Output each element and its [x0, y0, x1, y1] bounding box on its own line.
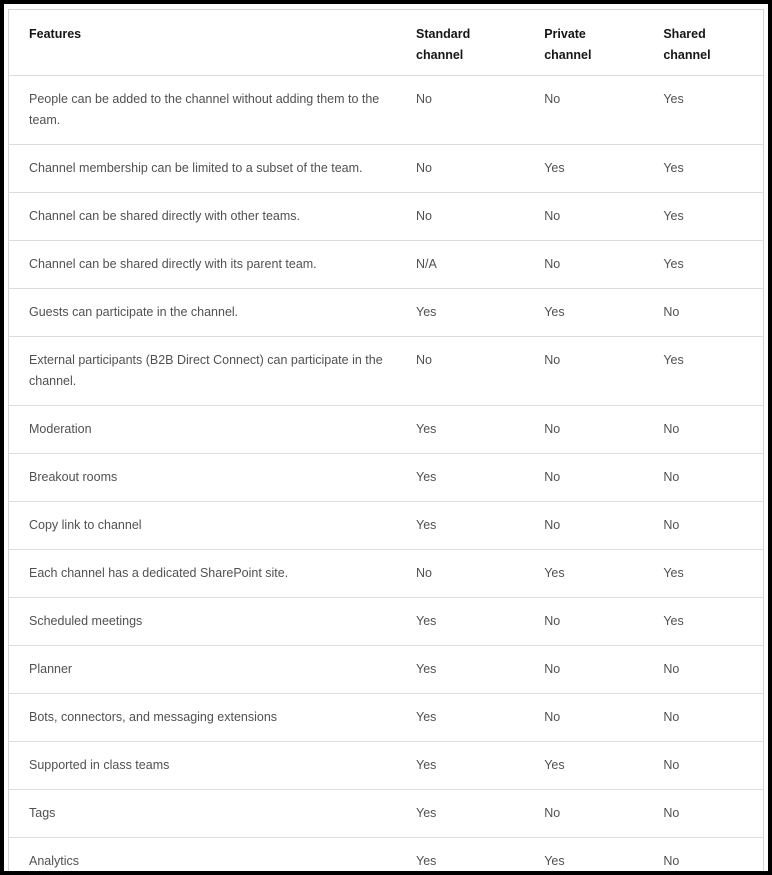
column-header-shared-channel-label: Shared channel	[663, 27, 711, 62]
feature-cell: Guests can participate in the channel.	[9, 289, 417, 337]
standard-channel-cell: No	[416, 145, 544, 193]
table-row	[9, 337, 764, 406]
standard-channel-cell: Yes	[416, 742, 544, 790]
feature-cell: People can be added to the channel without adding them to the team.	[9, 76, 417, 145]
shared-channel-cell: No	[663, 694, 763, 742]
standard-channel-cell: No	[416, 337, 544, 406]
feature-cell: Bots, connectors, and messaging extensions	[9, 694, 417, 742]
shared-channel-cell: Yes	[663, 598, 763, 646]
table-row	[9, 193, 764, 241]
shared-channel-cell: No	[663, 838, 763, 875]
shared-channel-cell: No	[663, 454, 763, 502]
standard-channel-cell: Yes	[416, 694, 544, 742]
table-row	[9, 694, 764, 742]
standard-channel-cell: Yes	[416, 406, 544, 454]
feature-cell: Copy link to channel	[9, 502, 417, 550]
shared-channel-cell: No	[663, 289, 763, 337]
feature-cell: Breakout rooms	[9, 454, 417, 502]
private-channel-cell: No	[544, 76, 663, 145]
shared-channel-cell: Yes	[663, 145, 763, 193]
shared-channel-cell: No	[663, 742, 763, 790]
feature-cell: Analytics	[9, 838, 417, 875]
feature-cell: Channel can be shared directly with its parent team.	[9, 241, 417, 289]
standard-channel-cell: Yes	[416, 838, 544, 875]
private-channel-cell: No	[544, 646, 663, 694]
feature-cell: Scheduled meetings	[9, 598, 417, 646]
standard-channel-cell: Yes	[416, 289, 544, 337]
standard-channel-cell: No	[416, 193, 544, 241]
standard-channel-cell: Yes	[416, 646, 544, 694]
standard-channel-cell: Yes	[416, 790, 544, 838]
shared-channel-cell: No	[663, 406, 763, 454]
column-header-standard-channel-label: Standard channel	[416, 27, 471, 62]
shared-channel-cell: Yes	[663, 337, 763, 406]
shared-channel-cell: No	[663, 502, 763, 550]
private-channel-cell: No	[544, 694, 663, 742]
table-row	[9, 598, 764, 646]
standard-channel-cell: No	[416, 76, 544, 145]
standard-channel-cell: No	[416, 550, 544, 598]
column-header-shared-channel	[663, 10, 763, 76]
private-channel-cell: No	[544, 337, 663, 406]
private-channel-cell: No	[544, 454, 663, 502]
standard-channel-cell: Yes	[416, 502, 544, 550]
private-channel-cell: No	[544, 241, 663, 289]
private-channel-cell: Yes	[544, 145, 663, 193]
private-channel-cell: No	[544, 193, 663, 241]
shared-channel-cell: Yes	[663, 193, 763, 241]
table-row	[9, 454, 764, 502]
table-row	[9, 406, 764, 454]
table-row	[9, 76, 764, 145]
table-row	[9, 838, 764, 875]
column-header-private-channel-label: Private channel	[544, 27, 592, 62]
table-row	[9, 289, 764, 337]
feature-cell: Supported in class teams	[9, 742, 417, 790]
table-row	[9, 550, 764, 598]
table-row	[9, 502, 764, 550]
channel-comparison-table	[8, 9, 764, 875]
private-channel-cell: Yes	[544, 550, 663, 598]
private-channel-cell: Yes	[544, 838, 663, 875]
table-row	[9, 742, 764, 790]
feature-cell: External participants (B2B Direct Connect) can participate in the channel.	[9, 337, 417, 406]
private-channel-cell: Yes	[544, 742, 663, 790]
column-header-standard-channel	[416, 10, 544, 76]
table-row	[9, 145, 764, 193]
table-row	[9, 646, 764, 694]
shared-channel-cell: No	[663, 646, 763, 694]
shared-channel-cell: Yes	[663, 550, 763, 598]
column-header-features: Features	[9, 10, 417, 76]
standard-channel-cell: Yes	[416, 454, 544, 502]
standard-channel-cell: N/A	[416, 241, 544, 289]
shared-channel-cell: Yes	[663, 76, 763, 145]
column-header-private-channel	[544, 10, 663, 76]
feature-cell: Planner	[9, 646, 417, 694]
private-channel-cell: No	[544, 406, 663, 454]
feature-cell: Each channel has a dedicated SharePoint site.	[9, 550, 417, 598]
feature-cell: Moderation	[9, 406, 417, 454]
shared-channel-cell: No	[663, 790, 763, 838]
feature-cell: Channel membership can be limited to a subset of the team.	[9, 145, 417, 193]
standard-channel-cell: Yes	[416, 598, 544, 646]
private-channel-cell: No	[544, 790, 663, 838]
table-row	[9, 241, 764, 289]
table-row	[9, 790, 764, 838]
private-channel-cell: No	[544, 598, 663, 646]
private-channel-cell: Yes	[544, 289, 663, 337]
shared-channel-cell: Yes	[663, 241, 763, 289]
feature-cell: Tags	[9, 790, 417, 838]
private-channel-cell: No	[544, 502, 663, 550]
feature-cell: Channel can be shared directly with other teams.	[9, 193, 417, 241]
header-row	[9, 10, 764, 76]
